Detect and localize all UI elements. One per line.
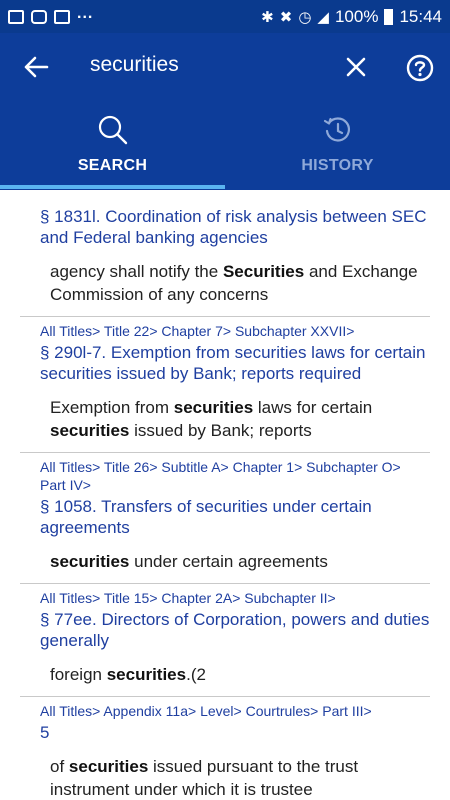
status-bar xyxy=(0,0,450,33)
alarm-icon: ◷ xyxy=(298,8,312,26)
message-icon xyxy=(54,10,70,24)
tab-history[interactable] xyxy=(225,113,450,190)
help-button[interactable] xyxy=(403,51,437,85)
result-breadcrumb: All Titles> Title 22> Chapter 7> Subchapter XXVII> xyxy=(40,323,355,339)
list-item[interactable] xyxy=(0,190,450,306)
close-icon xyxy=(346,57,366,77)
clock: 15:44 xyxy=(399,6,442,26)
result-breadcrumb: All Titles> Title 26> Subtitle A> Chapter 1> Subchapter O> Part IV> xyxy=(40,459,401,493)
back-button[interactable] xyxy=(20,51,52,83)
result-breadcrumb: All Titles> Title 15> Chapter 2A> Subchapter II> xyxy=(40,590,336,606)
gallery-icon xyxy=(8,10,24,24)
result-snippet: of securities issued pursuant to the trust instrument under which it is trustee xyxy=(50,757,359,799)
result-title[interactable]: § 77ee. Directors of Corporation, powers and duties generally xyxy=(40,610,430,650)
results-list[interactable] xyxy=(0,190,450,800)
history-icon xyxy=(322,114,354,146)
mute-icon: ✖ xyxy=(279,8,293,26)
clear-button[interactable] xyxy=(340,51,372,83)
app-notification-icon xyxy=(31,10,47,24)
signal-icon: ◢ xyxy=(317,8,329,26)
list-item[interactable] xyxy=(0,453,450,573)
list-item[interactable] xyxy=(0,697,450,800)
list-item[interactable] xyxy=(0,584,450,686)
result-breadcrumb: All Titles> Appendix 11a> Level> Courtrules> Part III> xyxy=(40,703,372,719)
search-query[interactable]: securities xyxy=(90,53,179,76)
system-icons xyxy=(261,7,442,27)
result-snippet: agency shall notify the Securities and Exchange Commission of any concerns xyxy=(50,262,418,304)
result-title[interactable]: § 290l-7. Exemption from securities laws for certain securities issued by Bank; reports required xyxy=(40,343,426,383)
battery-icon xyxy=(384,9,393,25)
result-snippet: Exemption from securities laws for certain securities issued by Bank; reports xyxy=(50,398,373,440)
app-bar xyxy=(0,33,450,190)
result-title[interactable]: 5 xyxy=(40,723,50,742)
search-icon xyxy=(97,114,129,146)
tab-history-label: HISTORY xyxy=(301,157,374,174)
arrow-back-icon xyxy=(23,56,49,78)
battery-level: 100% xyxy=(334,6,379,26)
bluetooth-icon: ✱ xyxy=(261,8,274,26)
list-item[interactable] xyxy=(0,317,450,442)
active-tab-indicator xyxy=(0,185,225,189)
notification-icons xyxy=(8,4,94,24)
more-notifications: ... xyxy=(77,4,94,22)
tab-search[interactable] xyxy=(0,113,225,190)
result-title[interactable]: § 1831l. Coordination of risk analysis between SEC and Federal banking agencies xyxy=(40,207,427,247)
result-snippet: foreign securities.(2 xyxy=(50,665,206,684)
help-icon xyxy=(406,54,434,82)
result-snippet: securities under certain agreements xyxy=(50,552,328,571)
tab-search-label: SEARCH xyxy=(77,157,148,174)
result-title[interactable]: § 1058. Transfers of securities under certain agreements xyxy=(40,497,372,537)
